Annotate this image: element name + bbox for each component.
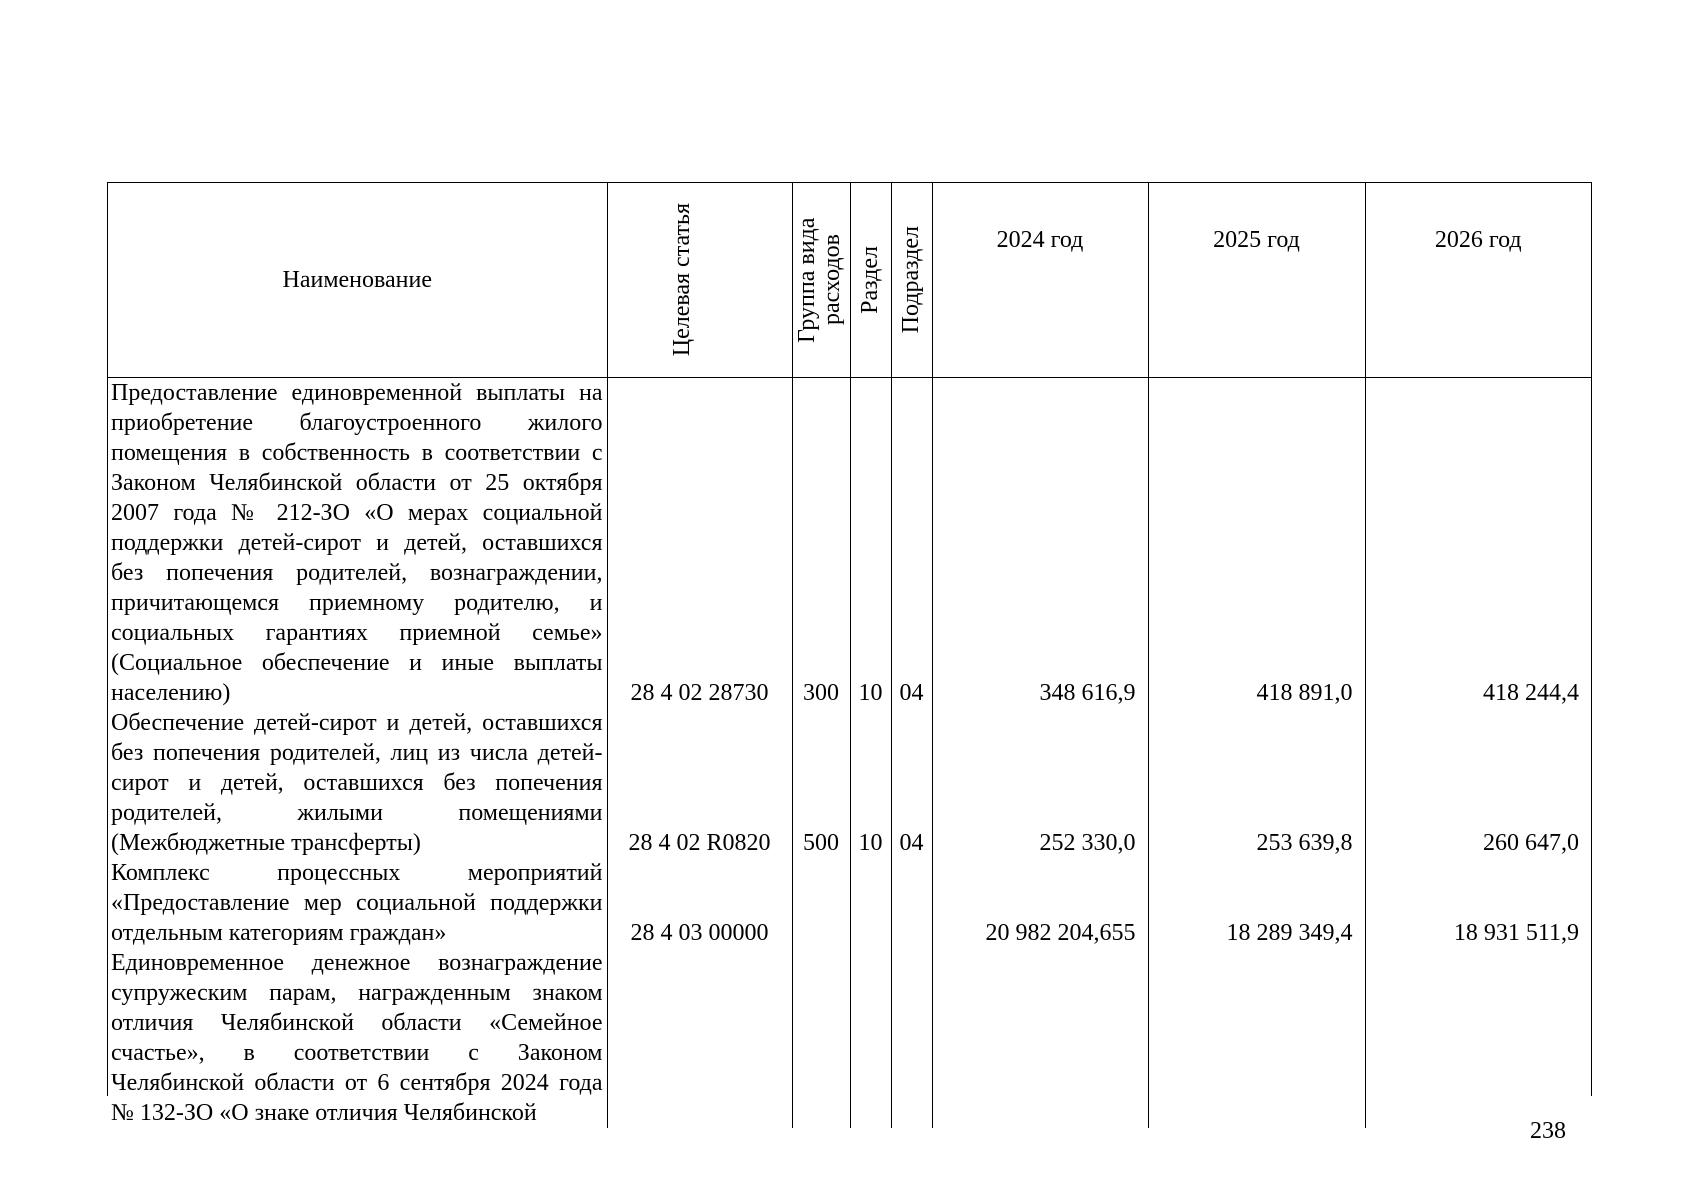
row-2026: 418 244,4 [1365,378,1591,709]
header-section: Раздел [850,183,891,378]
row-group [792,948,850,1128]
row-2026: 260 647,0 [1365,708,1591,858]
row-2026: 18 931 511,9 [1365,858,1591,948]
header-2024: 2024 год [932,183,1148,378]
table-row [108,858,1591,948]
row-group [792,858,850,948]
row-name: Единовременное денежное вознаграждение супружеским парам, награжденным знаком отличия Челябинской области «Семейное счастье», в соответствии с Законом Челябинской области от 6 сентября 2024 года № 132-ЗО «О знаке отличия Челябинской [108,948,607,1128]
row-code: 28 4 03 00000 [607,858,792,948]
row-section [850,858,891,948]
header-2026: 2026 год [1365,183,1591,378]
table-row [108,708,1591,858]
row-name: Комплекс процессных мероприятий «Предоставление мер социальной поддержки отдельным категориям граждан» [108,858,607,948]
row-section [850,948,891,1128]
row-subsection [891,948,932,1128]
page-number: 238 [1530,1118,1566,1144]
header-2025: 2025 год [1148,183,1365,378]
row-2025: 253 639,8 [1148,708,1365,858]
row-code [607,948,792,1128]
budget-table-container [107,182,1592,1126]
row-code: 28 4 02 28730 [607,378,792,709]
row-group: 500 [792,708,850,858]
header-name: Наименование [108,183,607,378]
row-name: Предоставление единовременной выплаты на приобретение благоустроенного жилого помещения в собственность в соответствии с Законом Челябинской области от 25 октября 2007 года № 212-ЗО «О мерах социальной поддержки детей-сирот и детей, оставшихся без попечения родителей, вознаграждении, причитающемся приемному родителю, и социальных гарантиях приемной семье» (Социальное обеспечение и иные выплаты населению) [108,378,607,709]
header-expense-group: Группа вида расходов [792,183,850,378]
row-2024: 20 982 204,655 [932,858,1148,948]
table-row [108,378,1591,709]
row-2025: 18 289 349,4 [1148,858,1365,948]
budget-table [108,183,1591,1128]
row-section: 10 [850,378,891,709]
row-subsection: 04 [891,378,932,709]
row-2024 [932,948,1148,1128]
row-group: 300 [792,378,850,709]
header-target-article: Целевая статья [607,183,792,378]
table-row [108,948,1591,1128]
row-subsection [891,858,932,948]
table-header-row [108,183,1591,378]
row-name: Обеспечение детей-сирот и детей, оставшихся без попечения родителей, лиц из числа детей-сирот и детей, оставшихся без попечения родителей, жилыми помещениями (Межбюджетные трансферты) [108,708,607,858]
row-code: 28 4 02 R0820 [607,708,792,858]
header-subsection: Подраздел [891,183,932,378]
row-2024: 348 616,9 [932,378,1148,709]
row-section: 10 [850,708,891,858]
row-2026 [1365,948,1591,1128]
row-2025 [1148,948,1365,1128]
row-2025: 418 891,0 [1148,378,1365,709]
row-2024: 252 330,0 [932,708,1148,858]
row-subsection: 04 [891,708,932,858]
